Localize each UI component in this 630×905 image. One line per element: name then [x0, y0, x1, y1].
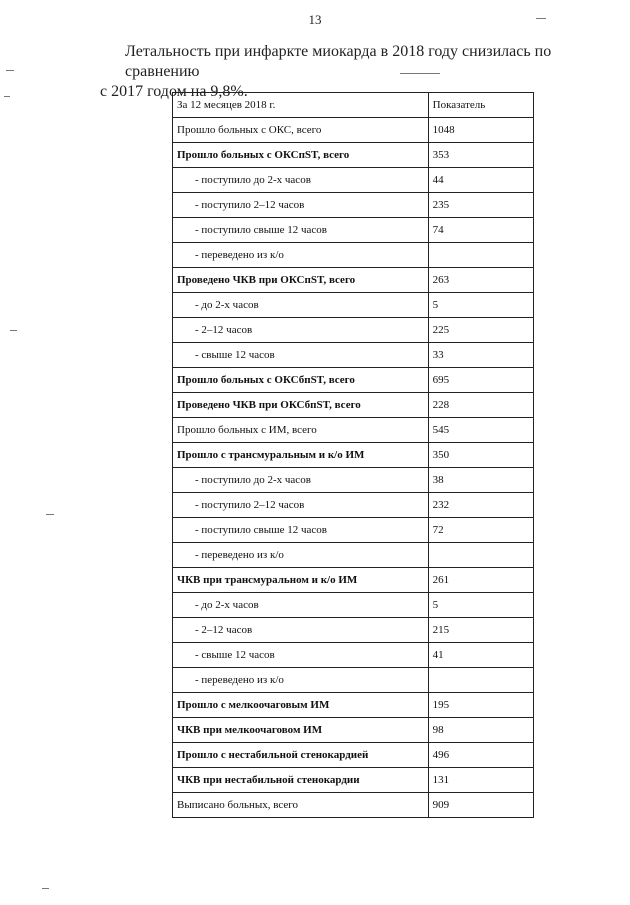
table-row	[173, 768, 534, 793]
table-row	[173, 543, 534, 568]
row-value: 33	[428, 343, 533, 368]
table-row	[173, 243, 534, 268]
row-label: Проведено ЧКВ при ОКСпST, всего	[173, 268, 429, 293]
row-value: 5	[428, 293, 533, 318]
table-row	[173, 343, 534, 368]
row-label: Прошло больных с ИМ, всего	[173, 418, 429, 443]
row-label: Прошло с нестабильной стенокардией	[173, 743, 429, 768]
table-row	[173, 593, 534, 618]
row-label: - поступило до 2-х часов	[173, 468, 429, 493]
row-label: - переведено из к/о	[173, 243, 429, 268]
table-row	[173, 718, 534, 743]
table-row	[173, 793, 534, 818]
row-label: - 2–12 часов	[173, 618, 429, 643]
intro-line-2: с 2017 годом на 9,8%.	[100, 83, 248, 100]
row-value: 215	[428, 618, 533, 643]
row-value: 263	[428, 268, 533, 293]
table-row	[173, 743, 534, 768]
row-value	[428, 543, 533, 568]
row-label: - свыше 12 часов	[173, 343, 429, 368]
row-label: - поступило до 2-х часов	[173, 168, 429, 193]
row-value: 225	[428, 318, 533, 343]
intro-line-1: Летальность при инфаркте миокарда в 2018 году снизилась по сравнению	[125, 43, 552, 80]
row-label: Прошло больных с ОКСбпST, всего	[173, 368, 429, 393]
row-label: Выписано больных, всего	[173, 793, 429, 818]
row-label: Прошло больных с ОКС, всего	[173, 118, 429, 143]
scan-speck	[6, 70, 14, 71]
row-value: 350	[428, 443, 533, 468]
row-label: - свыше 12 часов	[173, 643, 429, 668]
row-value	[428, 243, 533, 268]
row-label: - поступило свыше 12 часов	[173, 518, 429, 543]
row-label: - до 2-х часов	[173, 293, 429, 318]
row-label: - поступило 2–12 часов	[173, 193, 429, 218]
row-value: 232	[428, 493, 533, 518]
row-value: 44	[428, 168, 533, 193]
row-label: ЧКВ при мелкоочаговом ИМ	[173, 718, 429, 743]
row-value: 41	[428, 643, 533, 668]
table-row	[173, 693, 534, 718]
table-row	[173, 493, 534, 518]
row-value: 909	[428, 793, 533, 818]
row-label: Прошло с трансмуральным и к/о ИМ	[173, 443, 429, 468]
row-value: 235	[428, 193, 533, 218]
row-value: 131	[428, 768, 533, 793]
table-row	[173, 568, 534, 593]
scan-speck	[4, 96, 10, 97]
row-value: 496	[428, 743, 533, 768]
table-row	[173, 268, 534, 293]
header-period-cell: За 12 месяцев 2018 г.	[173, 93, 429, 118]
table-row	[173, 368, 534, 393]
table-row	[173, 193, 534, 218]
row-label: Прошло больных с ОКСпST, всего	[173, 143, 429, 168]
table-row	[173, 443, 534, 468]
table-row	[173, 218, 534, 243]
page-number: 13	[308, 12, 322, 27]
row-value: 353	[428, 143, 533, 168]
row-value: 74	[428, 218, 533, 243]
table-row	[173, 118, 534, 143]
row-value: 72	[428, 518, 533, 543]
table-row	[173, 668, 534, 693]
table-row	[173, 143, 534, 168]
table-row	[173, 168, 534, 193]
row-label: - до 2-х часов	[173, 593, 429, 618]
header-indicator-cell: Показатель	[428, 93, 533, 118]
row-value: 38	[428, 468, 533, 493]
table-row	[173, 618, 534, 643]
row-label: ЧКВ при трансмуральном и к/о ИМ	[173, 568, 429, 593]
table-row	[173, 468, 534, 493]
table-row	[173, 518, 534, 543]
table-row	[173, 643, 534, 668]
table-row	[173, 318, 534, 343]
row-label: - поступило свыше 12 часов	[173, 218, 429, 243]
row-label: Проведено ЧКВ при ОКСбпST, всего	[173, 393, 429, 418]
row-value: 261	[428, 568, 533, 593]
row-label: - переведено из к/о	[173, 668, 429, 693]
scan-speck	[400, 73, 440, 74]
row-value: 1048	[428, 118, 533, 143]
row-label: ЧКВ при нестабильной стенокардии	[173, 768, 429, 793]
statistics-table	[172, 92, 534, 818]
row-label: - 2–12 часов	[173, 318, 429, 343]
row-value: 5	[428, 593, 533, 618]
row-value: 195	[428, 693, 533, 718]
row-value: 228	[428, 393, 533, 418]
row-value: 98	[428, 718, 533, 743]
scan-speck	[10, 330, 17, 331]
row-label: Прошло с мелкоочаговым ИМ	[173, 693, 429, 718]
scan-speck	[46, 514, 54, 515]
scan-speck	[536, 18, 546, 19]
row-value	[428, 668, 533, 693]
table-row	[173, 418, 534, 443]
row-value: 545	[428, 418, 533, 443]
table-header-row	[173, 93, 534, 118]
table-row	[173, 293, 534, 318]
table-row	[173, 393, 534, 418]
row-label: - переведено из к/о	[173, 543, 429, 568]
row-label: - поступило 2–12 часов	[173, 493, 429, 518]
row-value: 695	[428, 368, 533, 393]
scan-speck	[42, 888, 49, 889]
